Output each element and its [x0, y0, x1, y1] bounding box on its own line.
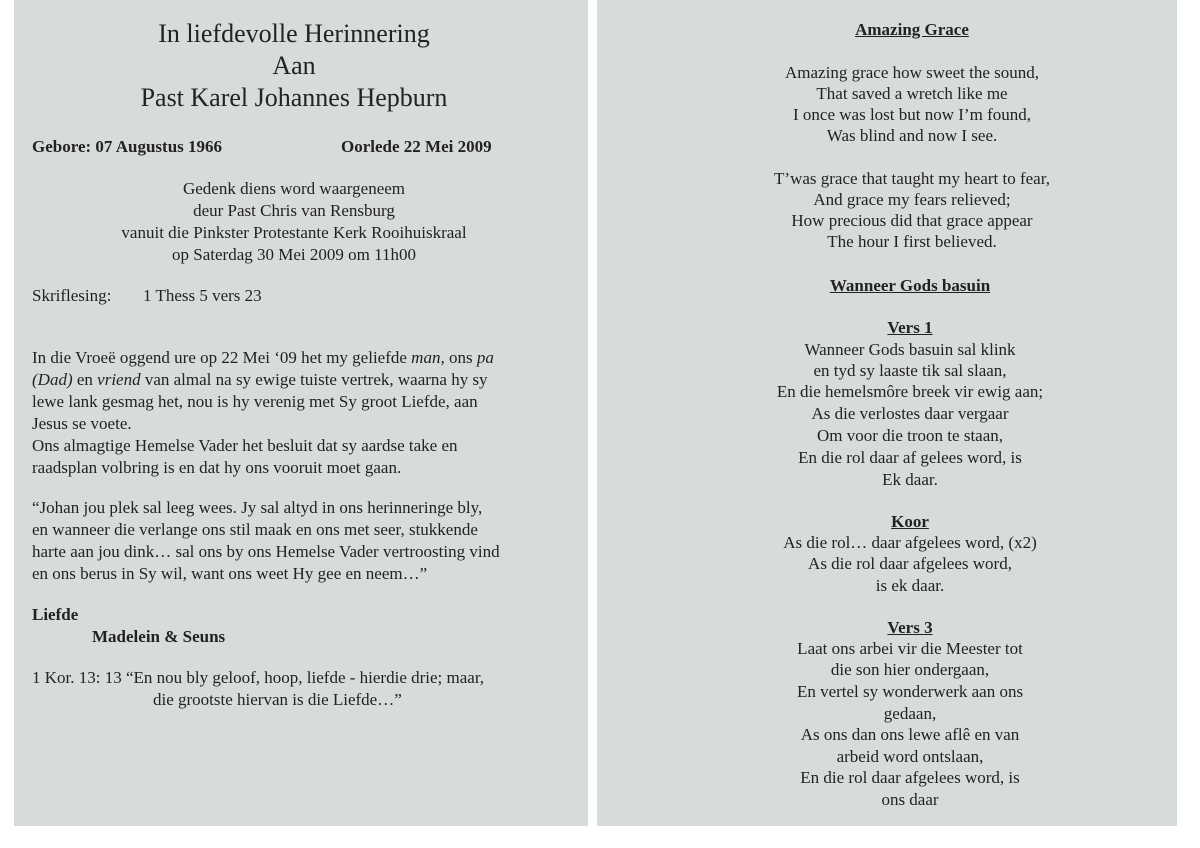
song1-line: I once was lost but now I’m found, — [793, 105, 1031, 124]
tribute-line-1: In die Vroeë oggend ure op 22 Mei ‘09 het my geliefde man, ons pa — [32, 348, 494, 367]
koor-label: Koor — [891, 512, 929, 531]
vers3-line: ons daar — [881, 790, 939, 809]
song1-line: Amazing grace how sweet the sound, — [785, 63, 1039, 82]
vers3-line: arbeid word ontslaan, — [836, 747, 984, 766]
song1-title: Amazing Grace — [855, 20, 969, 39]
love-label: Liefde — [32, 605, 79, 624]
koor-line: As die rol daar afgelees word, — [808, 554, 1012, 573]
vers1-line: En die hemelsmôre breek vir ewig aan; — [776, 382, 1044, 401]
song1-line: That saved a wretch like me — [816, 84, 1008, 103]
memorial-title-line-3: Past Karel Johannes Hepburn — [140, 83, 448, 112]
quote-line-1: “Johan jou plek sal leeg wees. Jy sal altyd in ons herinneringe bly, — [32, 498, 483, 517]
closing-verse-line-2: die grootste hiervan is die Liefde…” — [153, 690, 402, 709]
song1-line: Was blind and now I see. — [826, 126, 998, 145]
closing-verse-line-1: 1 Kor. 13: 13 “En nou bly geloof, hoop, liefde - hierdie drie; maar, — [32, 668, 485, 687]
service-line-2: deur Past Chris van Rensburg — [193, 201, 395, 220]
song1-line: And grace my fears relieved; — [813, 190, 1011, 209]
vers1-line: en tyd sy laaste tik sal slaan, — [813, 361, 1007, 380]
tribute-line-3: lewe lank gesmag het, nou is hy verenig met Sy groot Liefde, aan — [32, 392, 478, 411]
vers1-line: As die verlostes daar vergaar — [811, 404, 1009, 423]
song2-title: Wanneer Gods basuin — [829, 276, 991, 295]
vers3-line: Laat ons arbei vir die Meester tot — [797, 639, 1023, 658]
tribute-line-4: Jesus se voete. — [32, 414, 132, 433]
song1-line: T’was grace that taught my heart to fear, — [774, 169, 1050, 188]
vers3-line: die son hier ondergaan, — [830, 660, 990, 679]
song1-line: The hour I first believed. — [827, 232, 997, 251]
quote-line-2: en wanneer die verlange ons stil maak en ons met seer, stukkende — [32, 520, 478, 539]
service-line-3: vanuit die Pinkster Protestante Kerk Rooihuiskraal — [121, 223, 467, 242]
vers1-label: Vers 1 — [887, 318, 933, 337]
tribute-line-6: raadsplan volbring is en dat hy ons vooruit moet gaan. — [32, 458, 402, 477]
memorial-title-line-2: Aan — [272, 51, 316, 80]
quote-line-3: harte aan jou dink… sal ons by ons Hemelse Vader vertroosting vind — [32, 542, 500, 561]
reading-reference: 1 Thess 5 vers 23 — [143, 286, 262, 305]
love-from: Madelein & Seuns — [92, 627, 226, 646]
vers1-line: Om voor die troon te staan, — [816, 426, 1004, 445]
memorial-title-line-1: In liefdevolle Herinnering — [158, 19, 430, 48]
vers3-line: En die rol daar afgelees word, is — [800, 768, 1020, 787]
birth-date: Gebore: 07 Augustus 1966 — [32, 137, 223, 156]
vers3-line: En vertel sy wonderwerk aan ons — [796, 682, 1024, 701]
service-line-1: Gedenk diens word waargeneem — [182, 179, 406, 198]
vers1-line: En die rol daar af gelees word, is — [798, 448, 1022, 467]
tribute-line-2: (Dad) en vriend van almal na sy ewige tuiste vertrek, waarna hy sy — [32, 370, 488, 389]
reading-label: Skriflesing: — [32, 286, 112, 305]
quote-line-4: en ons berus in Sy wil, want ons weet Hy gee en neem…” — [32, 564, 428, 583]
vers3-label: Vers 3 — [887, 618, 933, 637]
vers3-line: As ons dan ons lewe aflê en van — [800, 725, 1020, 744]
vers3-line: gedaan, — [883, 704, 937, 723]
vers1-line: Ek daar. — [882, 470, 938, 489]
koor-line: As die rol… daar afgelees word, (x2) — [783, 533, 1037, 552]
vers1-line: Wanneer Gods basuin sal klink — [804, 340, 1016, 359]
koor-line: is ek daar. — [875, 576, 945, 595]
tribute-line-5: Ons almagtige Hemelse Vader het besluit dat sy aardse take en — [32, 436, 458, 455]
service-line-4: op Saterdag 30 Mei 2009 om 11h00 — [172, 245, 416, 264]
page-fold — [588, 0, 597, 826]
song1-line: How precious did that grace appear — [791, 211, 1033, 230]
death-date: Oorlede 22 Mei 2009 — [341, 137, 492, 156]
